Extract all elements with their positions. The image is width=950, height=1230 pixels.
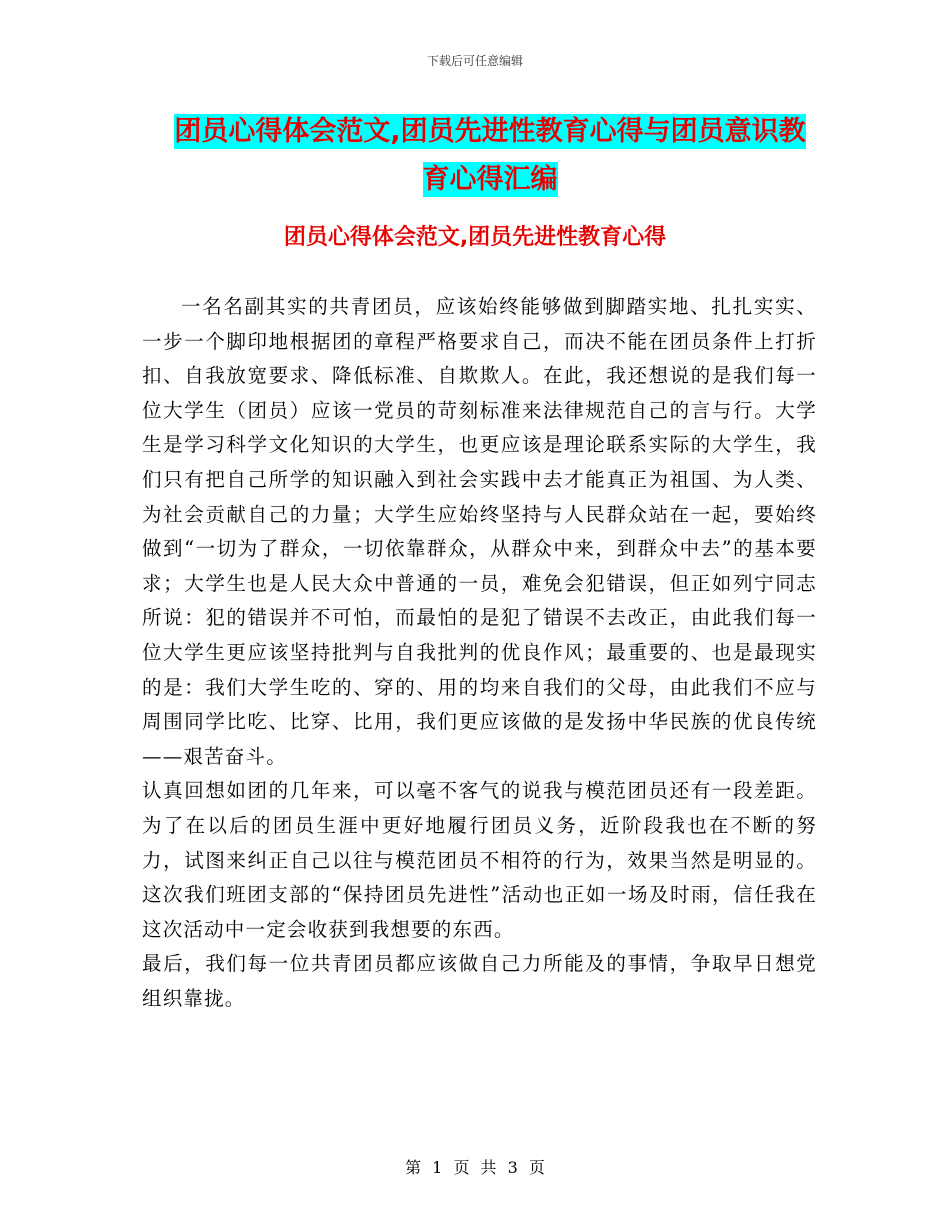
header-note: 下载后可任意编辑 xyxy=(426,54,523,68)
body-text xyxy=(142,290,817,1016)
page-footer: 第 1 页 共 3 页 xyxy=(405,1158,545,1177)
title-line-2: 育心得汇编 xyxy=(422,164,558,195)
title-line-1: 团员心得体会范文,团员先进性教育心得与团员意识教 xyxy=(174,116,806,147)
section-subtitle: 团员心得体会范文,团员先进性教育心得 xyxy=(283,225,667,250)
paragraph-1: 一名名副其实的共青团员，应该始终能够做到脚踏实地、扎扎实实、一步一个脚印地根据团的章程严格要求自己，而决不能在团员条件上打折扣、自我放宽要求、降低标准、自欺欺人。在此，我还想说的是我们每一位大学生（团员）应该一党员的苛刻标准来法律规范自己的言与行。大学生是学习科学文化知识的大学生，也更应该是理论联系实际的大学生，我们只有把自己所学的知识融入到社会实践中去才能真正为祖国、为人类、为社会贡献自己的力量；大学生应始终坚持与人民群众站在一起，要始终做到“一切为了群众，一切依靠群众，从群众中来，到群众中去”的基本要求；大学生也是人民大众中普通的一员，难免会犯错误，但正如列宁同志所说：犯的错误并不可怕，而最怕的是犯了错误不去改正，由此我们每一位大学生更应该坚持批判与自我批判的优良作风；最重要的、也是最现实的是：我们大学生吃的、穿的、用的均来自我们的父母，由此我们不应与周围同学比吃、比穿、比用，我们更应该做的是发扬中华民族的优良传统——艰苦奋斗。 xyxy=(142,295,817,768)
paragraph-3: 最后，我们每一位共青团员都应该做自己力所能及的事情，争取早日想党组织靠拢。 xyxy=(142,952,817,1010)
paragraph-2: 认真回想如团的几年来，可以毫不客气的说我与模范团员还有一段差距。为了在以后的团员生涯中更好地履行团员义务，近阶段我也在不断的努力，试图来纠正自己以往与模范团员不相符的行为，效果当然是明显的。这次我们班团支部的“保持团员先进性”活动也正如一场及时雨，信任我在这次活动中一定会收获到我想要的东西。 xyxy=(142,779,817,941)
document-title xyxy=(160,108,820,204)
